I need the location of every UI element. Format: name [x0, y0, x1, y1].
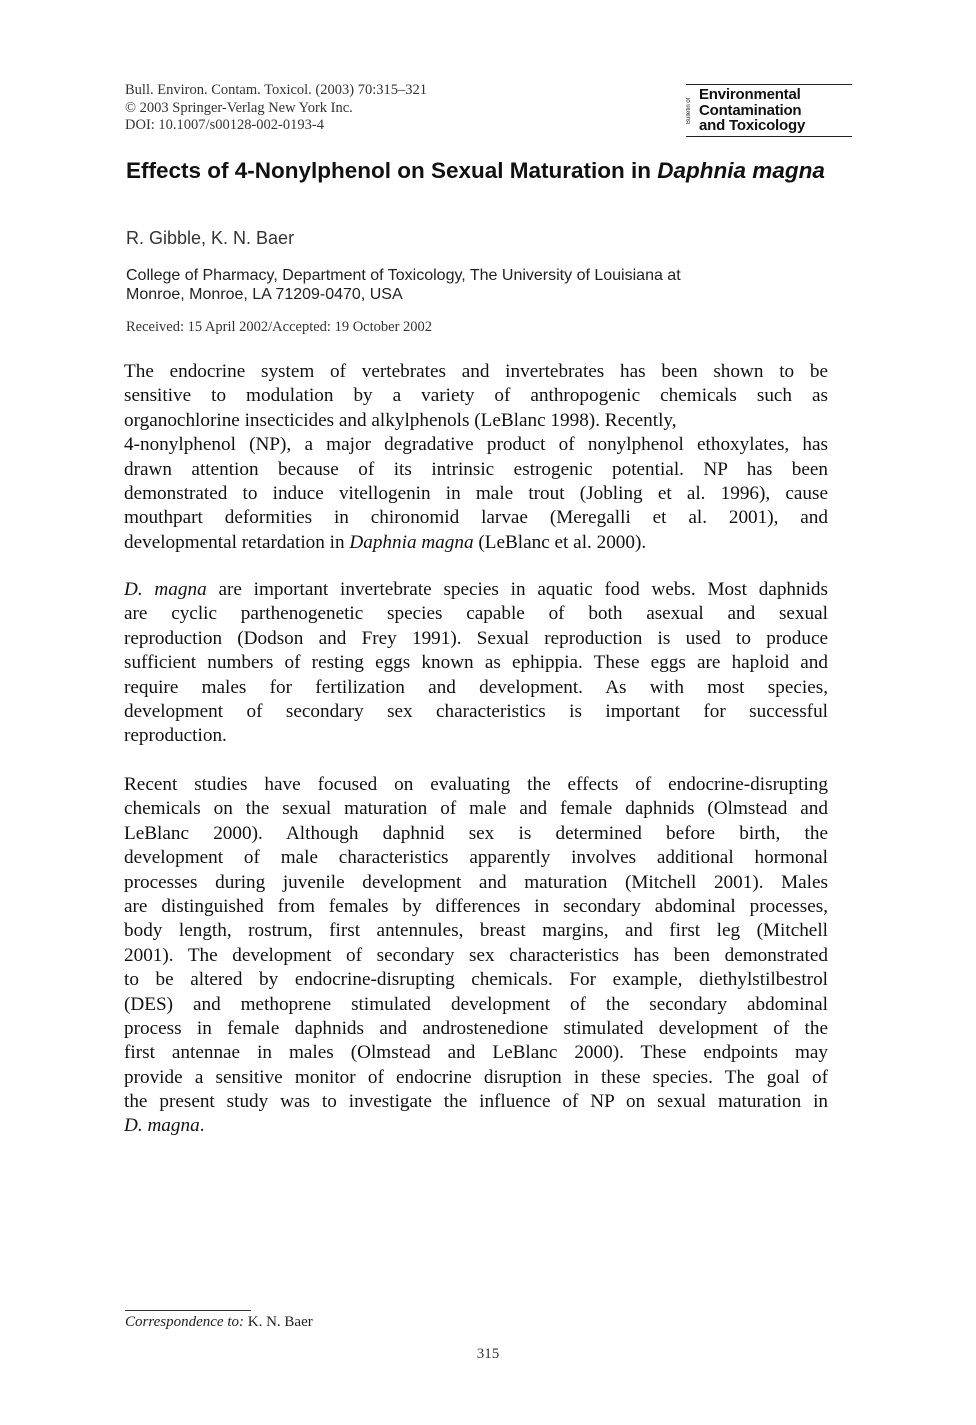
text-line	[124, 531, 828, 555]
authors: R. Gibble, K. N. Baer	[126, 228, 295, 248]
species-name: D. magna	[124, 579, 207, 600]
affiliation-line: College of Pharmacy, Department of Toxicology, The University of Louisiana at	[126, 267, 681, 284]
text-line: demonstrated to induce vitellogenin in male trout (Jobling et al. 1996), cause	[124, 482, 828, 504]
text-line: 4-nonylphenol (NP), a major degradative product of nonylphenol ethoxylates, has	[124, 434, 828, 456]
article-title	[126, 158, 846, 184]
text-line: body length, rostrum, first antennules, breast margins, and first leg (Mitchell	[124, 920, 828, 942]
citation-block	[125, 82, 427, 135]
text-line: sensitive to modulation by a variety of anthropogenic chemicals such as	[124, 385, 828, 407]
text-line: 2001). The development of secondary sex characteristics has been demonstrated	[124, 944, 828, 966]
paragraph-1	[124, 360, 828, 555]
footnote-divider	[125, 1310, 251, 1311]
text-line: mouthpart deformities in chironomid larvae (Meregalli et al. 2001), and	[124, 507, 828, 529]
copyright-line: © 2003 Springer-Verlag New York Inc.	[125, 99, 353, 116]
received-dates: Received: 15 April 2002/Accepted: 19 October 2002	[126, 319, 433, 335]
text-line: process in female daphnids and androstenedione stimulated development of the	[124, 1017, 828, 1039]
text-line: (DES) and methoprene stimulated development of the secondary abdominal	[124, 993, 828, 1015]
correspondence-footnote	[125, 1313, 313, 1331]
text-line: reproduction (Dodson and Frey 1991). Sexual reproduction is used to produce	[124, 627, 828, 649]
text-fragment: developmental retardation in	[124, 531, 350, 553]
affiliation-line: Monroe, Monroe, LA 71209-0470, USA	[126, 286, 403, 303]
text-line: sufficient numbers of resting eggs known as ephippia. These eggs are haploid and	[124, 652, 828, 674]
text-line: processes during juvenile development and maturation (Mitchell 2001). Males	[124, 871, 828, 893]
text-line: provide a sensitive monitor of endocrine disruption in these species. The goal of	[124, 1066, 828, 1088]
correspondence-label: Correspondence to:	[125, 1314, 245, 1330]
page-number: 315	[476, 1346, 500, 1362]
text-line: drawn attention because of its intrinsic estrogenic potential. NP has been	[124, 458, 828, 480]
doi-line: DOI: 10.1007/s00128-002-0193-4	[125, 117, 324, 133]
species-name: D. magna	[124, 1115, 200, 1137]
text-line	[124, 1114, 828, 1138]
journal-logo-line: Environmental	[699, 86, 801, 103]
journal-logo-line: Contamination	[699, 101, 802, 119]
affiliation	[126, 266, 846, 304]
text-line: Recent studies have focused on evaluating the effects of endocrine-disrupting	[124, 774, 828, 795]
text-line: reproduction.	[124, 725, 227, 747]
text-line: The endocrine system of vertebrates and invertebrates has been shown to be	[124, 361, 828, 382]
text-line: require males for fertilization and development. As with most species,	[124, 676, 828, 698]
text-fragment: .	[199, 1115, 205, 1137]
journal-logo-line: and Toxicology	[699, 117, 806, 134]
text-line: first antennae in males (Olmstead and LeBlanc 2000). These endpoints may	[124, 1042, 828, 1064]
correspondence-name: K. N. Baer	[244, 1314, 313, 1330]
text-line: development of male characteristics apparently involves additional hormonal	[124, 847, 828, 869]
text-line: are cyclic parthenogenetic species capable of both asexual and sexual	[124, 603, 828, 625]
text-line: development of secondary sex characteristics is important for successful	[124, 700, 828, 722]
title-text: Effects of 4-Nonylphenol on Sexual Maturation in	[126, 158, 658, 183]
paragraph-3	[124, 773, 828, 1139]
text-line	[124, 578, 828, 602]
text-line: to be altered by endocrine-disrupting chemicals. For example, diethylstilbestrol	[124, 969, 828, 991]
species-name: Daphnia magna	[349, 531, 474, 553]
text-line: the present study was to investigate the influence of NP on sexual maturation in	[124, 1091, 828, 1113]
journal-logo-side-text: Bulletin of	[686, 97, 692, 125]
text-fragment: (LeBlanc et al. 2000).	[473, 531, 647, 553]
text-line: LeBlanc 2000). Although daphnid sex is determined before birth, the	[124, 822, 828, 844]
title-species: Daphnia magna	[657, 158, 825, 183]
text-line: chemicals on the sexual maturation of male and female daphnids (Olmstead and	[124, 798, 828, 820]
paragraph-2	[124, 578, 828, 749]
journal-logo	[686, 84, 852, 137]
text-line: are distinguished from females by differences in secondary abdominal processes,	[124, 895, 828, 917]
citation-line: Bull. Environ. Contam. Toxicol. (2003) 70:315–321	[125, 82, 427, 98]
text-line: organochlorine insecticides and alkylphenols (LeBlanc 1998). Recently,	[124, 409, 677, 431]
text-fragment: are important invertebrate species in aquatic food webs. Most daphnids	[206, 579, 828, 600]
